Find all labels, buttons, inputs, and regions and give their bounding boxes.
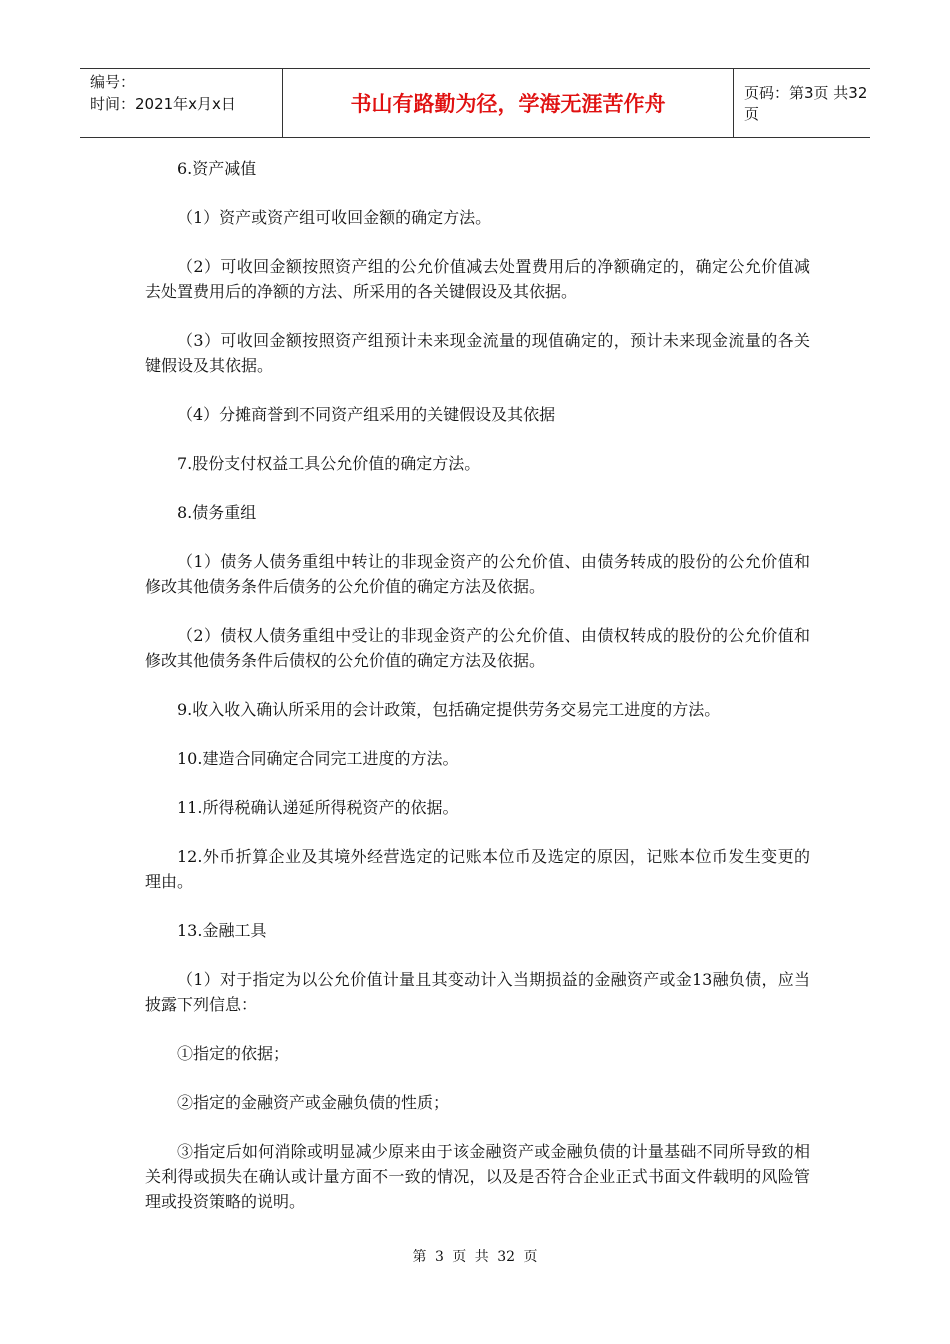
paragraph: ③指定后如何消除或明显减少原来由于该金融资产或金融负债的计量基础不同所导致的相关利得或损失在确认或计量方面不一致的情况，以及是否符合企业正式书面文件载明的风险管理或投资策略的说明。 <box>145 1142 810 1211</box>
paragraph: ①指定的依据； <box>177 1044 290 1063</box>
header-motto: 书山有路勤为径，学海无涯苦作舟 <box>282 69 734 137</box>
paragraph: （2）债权人债务重组中受让的非现金资产的公允价值、由债权转成的股份的公允价值和修改其他债务条件后债权的公允价值的确定方法及依据。 <box>145 626 810 670</box>
paragraph: 7.股份支付权益工具公允价值的确定方法。 <box>177 454 481 473</box>
paragraph: （1）债务人债务重组中转让的非现金资产的公允价值、由债务转成的股份的公允价值和修改其他债务条件后债务的公允价值的确定方法及依据。 <box>145 552 810 596</box>
paragraph: （4）分摊商誉到不同资产组采用的关键假设及其依据 <box>177 405 556 424</box>
page-footer: 第 3 页 共 32 页 <box>412 1249 538 1265</box>
document-body <box>145 156 810 1238</box>
doc-code-label: 编号： <box>90 73 136 91</box>
page-header <box>80 68 870 138</box>
paragraph: 11.所得税确认递延所得税资产的依据。 <box>177 798 459 817</box>
paragraph: 13.金融工具 <box>177 921 267 940</box>
paragraph: 6.资产减值 <box>177 159 257 178</box>
paragraph: ②指定的金融资产或金融负债的性质； <box>177 1093 450 1112</box>
doc-date-label: 时间：2021年x月x日 <box>90 95 236 113</box>
paragraph: （1）对于指定为以公允价值计量且其变动计入当期损益的金融资产或金13融负债，应当披露下列信息： <box>145 970 810 1014</box>
header-meta <box>80 69 282 137</box>
header-page-label: 页码：第3页 共32页 <box>744 84 868 123</box>
paragraph: 9.收入收入确认所采用的会计政策，包括确定提供劳务交易完工进度的方法。 <box>177 700 721 719</box>
paragraph: （1）资产或资产组可收回金额的确定方法。 <box>177 208 492 227</box>
paragraph: 8.债务重组 <box>177 503 257 522</box>
paragraph: 10.建造合同确定合同完工进度的方法。 <box>177 749 459 768</box>
paragraph: （2）可收回金额按照资产组的公允价值减去处置费用后的净额确定的，确定公允价值减去处置费用后的净额的方法、所采用的各关键假设及其依据。 <box>145 257 810 301</box>
paragraph: 12.外币折算企业及其境外经营选定的记账本位币及选定的原因，记账本位币发生变更的理由。 <box>145 847 810 891</box>
paragraph: （3）可收回金额按照资产组预计未来现金流量的现值确定的，预计未来现金流量的各关键假设及其依据。 <box>145 331 810 375</box>
